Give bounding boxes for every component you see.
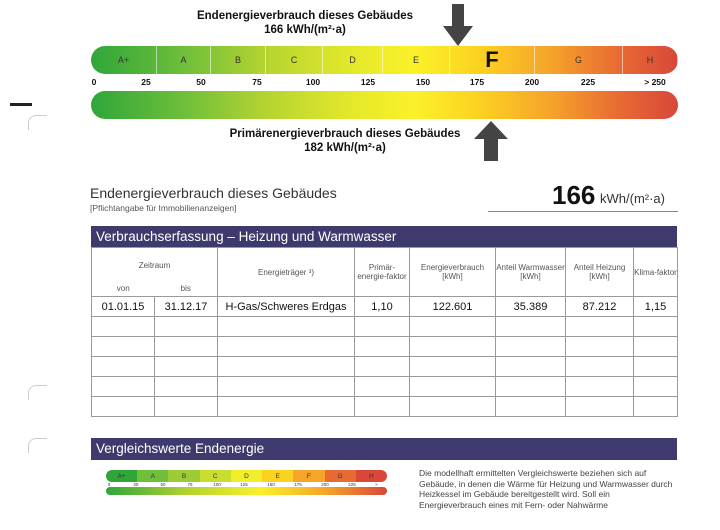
summary-underline (488, 211, 678, 212)
comparison-tick: 50 (160, 482, 166, 487)
margin-mark (28, 115, 47, 130)
comparison-class-g: G (325, 470, 356, 482)
header-von: von (116, 284, 130, 293)
comparison-tick: > (375, 482, 378, 487)
energy-class-g: G (535, 46, 623, 74)
scale-tick: 150 (415, 77, 431, 87)
energy-class-aplus: A+ (91, 46, 157, 74)
comparison-tick: 225 (348, 482, 356, 487)
header-anteil-heizung: Anteil Heizung [kWh] (566, 248, 634, 297)
energy-class-d: D (323, 46, 383, 74)
comparison-class-b: B (168, 470, 199, 482)
scale-tick: 200 (524, 77, 540, 87)
scale-tick: > 250 (644, 77, 666, 87)
consumption-section-title: Verbrauchserfassung – Heizung und Warmwasser (91, 226, 677, 248)
header-zeitraum (92, 248, 218, 297)
energy-class-b: B (211, 46, 266, 74)
header-energieverbrauch: Energieverbrauch [kWh] (410, 248, 496, 297)
margin-mark (28, 385, 47, 400)
comparison-tick: 75 (187, 482, 193, 487)
cell-von: 01.01.15 (92, 297, 155, 317)
comparison-tick: 200 (321, 482, 329, 487)
energy-class-c: C (266, 46, 323, 74)
comparison-tick: 25 (133, 482, 139, 487)
cell-anteil-heizung: 87.212 (566, 297, 634, 317)
comparison-class-c: C (200, 470, 231, 482)
energy-class-h: H (623, 46, 678, 74)
table-row-empty (92, 377, 678, 397)
scale-ticks (91, 76, 678, 90)
margin-dash (10, 103, 32, 106)
table-row-empty (92, 337, 678, 357)
comparison-description: Die modellhaft ermittelten Vergleichswerte beziehen sich auf Gebäude, in denen die Wärme für Heizung und Warmwasser durch Heizkessel im Gebäude bereitgestellt wird. Soll ein Energieverbrauch eines mit Fern- oder Nahwärme (419, 468, 673, 510)
scale-tick: 50 (196, 77, 206, 87)
table-row-empty (92, 317, 678, 337)
comparison-band (106, 487, 387, 495)
comparison-class-h: H (356, 470, 387, 482)
cell-anteil-warmwasser: 35.389 (496, 297, 566, 317)
table-row (92, 297, 678, 317)
comparison-tick: 125 (240, 482, 248, 487)
comparison-class-row (106, 470, 387, 482)
energy-class-f: F (450, 46, 535, 74)
table-row-empty (92, 397, 678, 417)
summary-title: Endenergieverbrauch dieses Gebäudes (90, 185, 337, 201)
cell-bis: 31.12.17 (155, 297, 218, 317)
cell-primaerfaktor: 1,10 (355, 297, 410, 317)
primary-energy-value: 182 kWh/(m²·a) (304, 142, 386, 154)
scale-tick: 25 (141, 77, 151, 87)
primary-energy-band (91, 91, 678, 119)
scale-tick: 100 (305, 77, 321, 87)
comparison-tick: 150 (267, 482, 275, 487)
scale-tick: 0 (91, 77, 97, 87)
scale-tick: 225 (580, 77, 596, 87)
summary-unit: kWh/(m²·a) (600, 191, 665, 206)
comparison-class-aplus: A+ (106, 470, 137, 482)
consumption-table (91, 247, 678, 417)
energy-class-e: E (383, 46, 450, 74)
primary-energy-heading (150, 127, 540, 155)
header-primaerenergiefaktor: Primär-energie-faktor (355, 248, 410, 297)
comparison-class-e: E (262, 470, 293, 482)
end-energy-value: 166 kWh/(m²·a) (264, 24, 346, 36)
header-zeitraum-label: Zeitraum (138, 261, 171, 270)
header-anteil-warmwasser: Anteil Warmwasser [kWh] (496, 248, 566, 297)
table-header-row (92, 248, 678, 297)
energy-class-a: A (157, 46, 211, 74)
scale-tick: 175 (469, 77, 485, 87)
comparison-section-title: Vergleichswerte Endenergie (91, 438, 677, 460)
header-energietraeger: Energieträger ³) (218, 248, 355, 297)
margin-mark (28, 438, 47, 453)
cell-energieverbrauch: 122.601 (410, 297, 496, 317)
summary-subtitle: [Pflichtangabe für Immobilienanzeigen] (90, 203, 237, 213)
cell-energietraeger: H-Gas/Schweres Erdgas (218, 297, 355, 317)
table-row-empty (92, 357, 678, 377)
comparison-class-d: D (231, 470, 262, 482)
end-energy-label: Endenergieverbrauch dieses Gebäudes (196, 10, 414, 22)
energy-class-row (91, 46, 678, 74)
header-klimafaktor: Klima-faktor (634, 248, 678, 297)
comparison-tick: 175 (294, 482, 302, 487)
end-energy-heading (150, 9, 460, 37)
cell-klimafaktor: 1,15 (634, 297, 678, 317)
comparison-tick: 0 (107, 482, 111, 487)
scale-tick: 75 (252, 77, 262, 87)
comparison-class-a: A (137, 470, 168, 482)
scale-tick: 125 (360, 77, 376, 87)
summary-value: 166 (552, 180, 596, 210)
primary-energy-label: Primärenergieverbrauch dieses Gebäudes (229, 128, 461, 140)
comparison-class-f: F (293, 470, 324, 482)
comparison-tick: 100 (213, 482, 221, 487)
header-bis: bis (180, 284, 191, 293)
arrow-down-icon (443, 4, 473, 46)
